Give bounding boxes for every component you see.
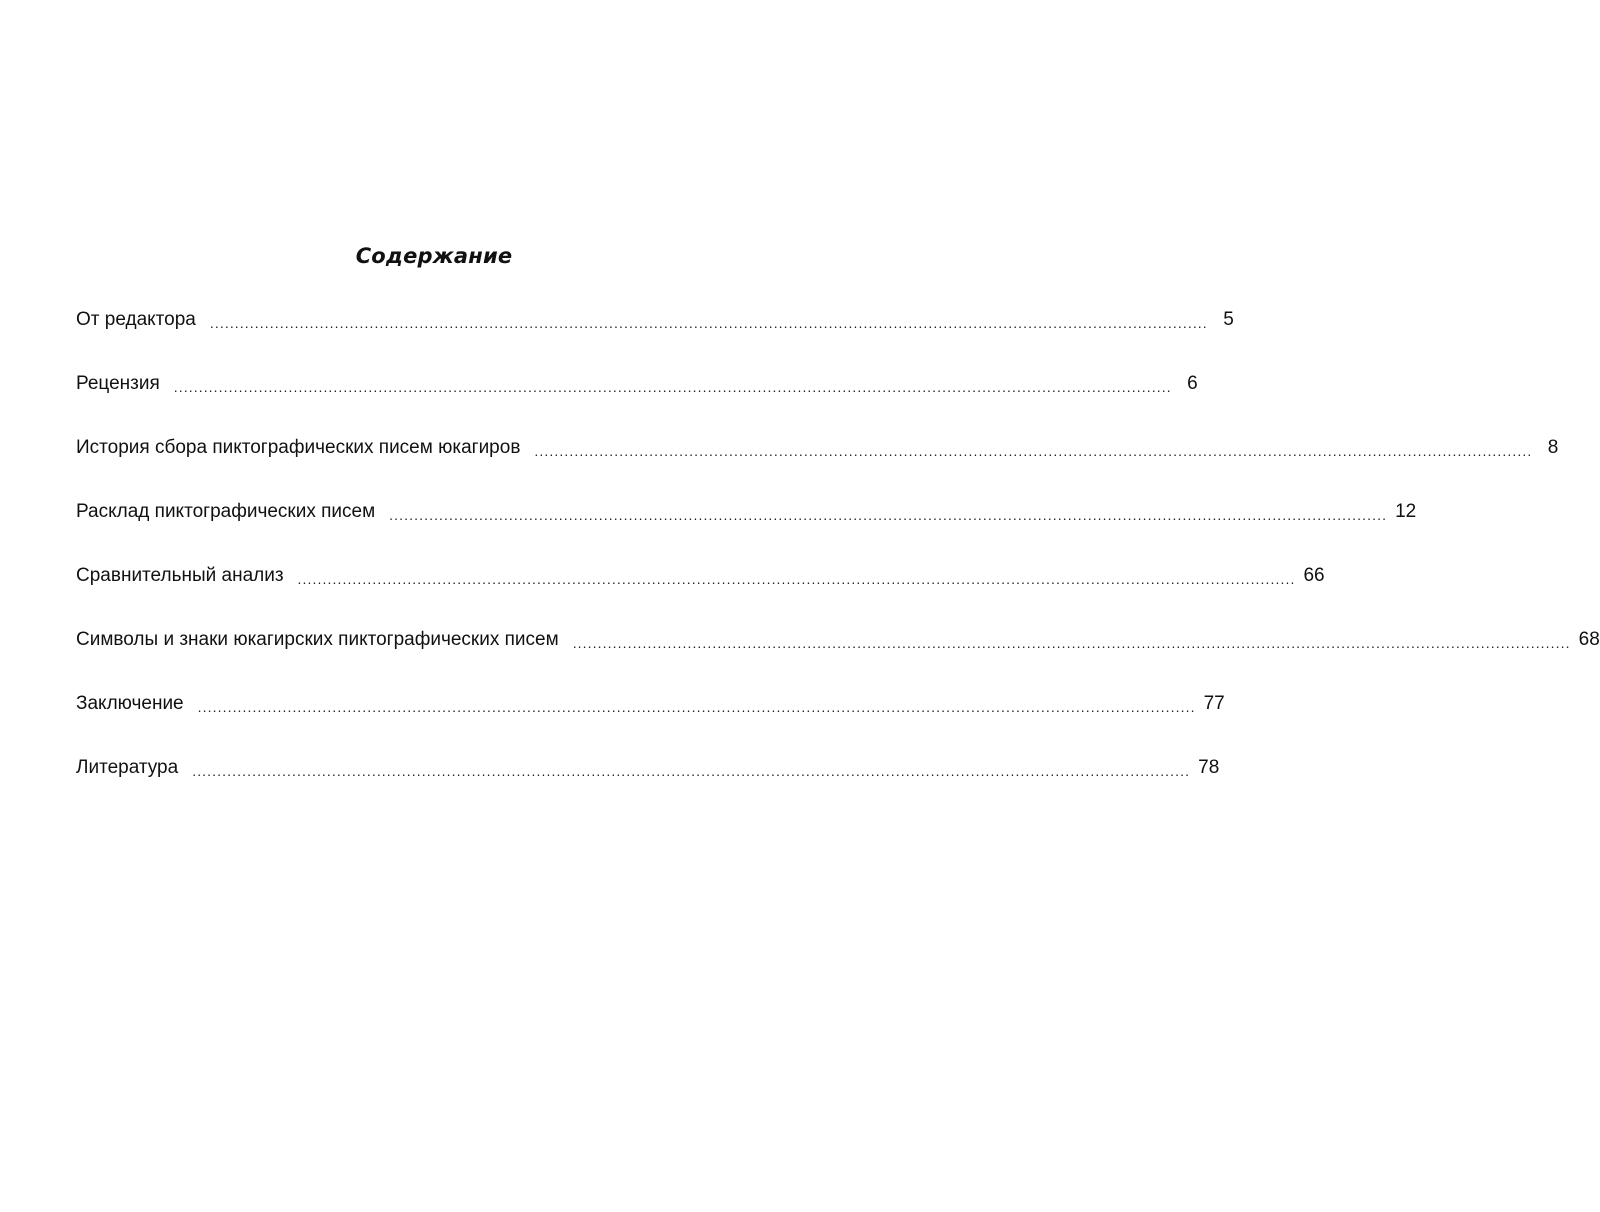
toc-entry <box>76 364 1198 428</box>
toc-entry <box>76 492 1417 556</box>
toc-dot-leader: ........................................................................................................................................................................................................ <box>389 507 1388 523</box>
toc-entry <box>76 300 1234 364</box>
toc-dot-leader: ........................................................................................................................................................................................................ <box>197 699 1196 715</box>
toc-entry-title: Литература <box>76 757 179 778</box>
toc-entry-title: Сравнительный анализ <box>76 565 284 586</box>
toc-entry <box>76 556 1325 620</box>
toc-page-number: 77 <box>1203 693 1225 714</box>
toc-entry <box>76 684 1225 748</box>
toc-dot-leader: ........................................................................................................................................................................................................ <box>297 571 1296 587</box>
toc-page-number: 5 <box>1223 309 1234 330</box>
toc-entry-title: Символы и знаки юкагирских пиктографических писем <box>76 629 559 650</box>
toc-entry <box>76 428 1559 492</box>
toc-dot-leader: ........................................................................................................................................................................................................ <box>572 635 1571 651</box>
toc-entry-title: Расклад пиктографических писем <box>76 501 376 522</box>
toc-entry <box>76 620 1600 684</box>
toc-page-number: 8 <box>1547 437 1559 458</box>
toc-entry-title: От редактора <box>76 309 196 330</box>
toc-page-number: 6 <box>1187 373 1198 394</box>
toc-entry-title: Рецензия <box>76 373 160 394</box>
toc-entry-title: Заключение <box>76 693 184 714</box>
toc-page-number: 66 <box>1303 565 1325 586</box>
toc-page-number: 68 <box>1578 629 1600 650</box>
toc-title: Содержание <box>355 244 513 268</box>
toc-dot-leader: ........................................................................................................................................................................................................ <box>209 315 1208 331</box>
toc-dot-leader: ........................................................................................................................................................................................................ <box>173 379 1172 395</box>
toc-page-number: 78 <box>1198 757 1220 778</box>
toc-list <box>76 300 1600 812</box>
toc-page-number: 12 <box>1395 501 1417 522</box>
toc-entry-title: История сбора пиктографических писем юкагиров <box>76 437 521 458</box>
toc-dot-leader: ........................................................................................................................................................................................................ <box>534 443 1533 459</box>
toc-dot-leader: ........................................................................................................................................................................................................ <box>192 763 1191 779</box>
toc-entry <box>76 748 1220 812</box>
